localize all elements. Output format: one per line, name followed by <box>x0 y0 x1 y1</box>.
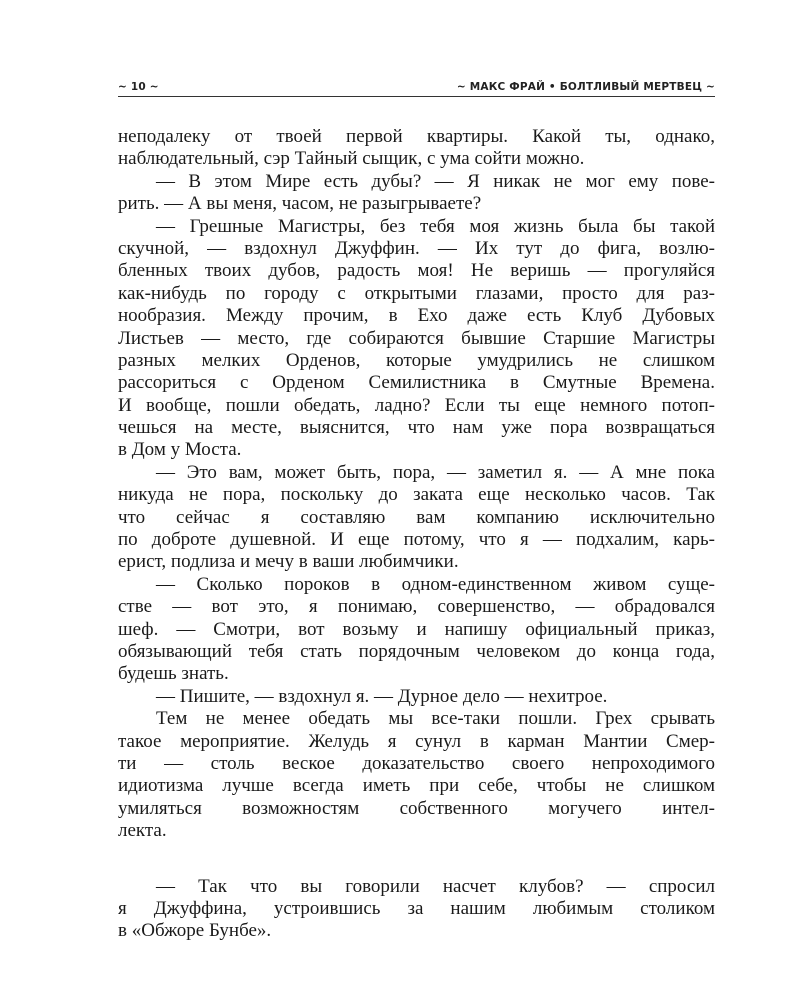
text-line: ти — столь веское доказательство своего непроходимого <box>118 752 715 774</box>
text-line: Листьев — место, где собираются бывшие Старшие Магистры <box>118 327 715 349</box>
text-line: в «Обжоре Бунбе». <box>118 920 272 942</box>
text-line: шеф. — Смотри, вот возьму и напишу официальный приказ, <box>118 618 715 640</box>
text-line: Тем не менее обедать мы все-таки пошли. Грех срывать <box>156 708 715 730</box>
text-line: по доброте душевной. И еще потому, что я — подхалим, карь- <box>118 529 715 551</box>
text-line: нообразия. Между прочим, в Ехо даже есть Клуб Дубовых <box>118 305 715 327</box>
text-line: — Сколько пороков в одном-единственном живом суще- <box>156 573 715 595</box>
text-line: ерист, подлиза и мечу в ваши любимчики. <box>118 551 459 573</box>
running-header <box>118 78 715 100</box>
text-line: — Грешные Магистры, без тебя моя жизнь была бы такой <box>156 215 715 237</box>
text-line: стве — вот это, я понимаю, совершенство, — обрадовался <box>118 596 715 618</box>
text-line: бленных твоих дубов, радость моя! Не веришь — прогуляйся <box>118 260 715 282</box>
text-line: обязывающий тебя стать порядочным человеком до конца года, <box>118 640 715 662</box>
text-line: я Джуффина, устроившись за нашим любимым столиком <box>118 897 715 919</box>
page-number: ~ 10 ~ <box>118 81 159 93</box>
text-line: наблюдательный, сэр Тайный сыщик, с ума сойти можно. <box>118 148 585 170</box>
text-line: — Так что вы говорили насчет клубов? — спросил <box>156 875 715 897</box>
text-line: лекта. <box>118 820 167 842</box>
text-line: умиляться возможностям собственного могучего интел- <box>118 797 715 819</box>
text-line: чешься на месте, выяснится, что нам уже пора возвращаться <box>118 417 715 439</box>
text-line: — В этом Мире есть дубы? — Я никак не мог ему пове- <box>156 170 715 192</box>
text-line: неподалеку от твоей первой квартиры. Какой ты, однако, <box>118 126 715 147</box>
text-line: И вообще, пошли обедать, ладно? Если ты еще немного потоп- <box>118 394 715 416</box>
text-line: в Дом у Моста. <box>118 439 242 461</box>
header-rule <box>118 96 715 97</box>
text-line: что сейчас я составляю вам компанию исключительно <box>118 506 715 528</box>
text-line: такое мероприятие. Желудь я сунул в карман Мантии Смер- <box>118 730 715 752</box>
text-line: идиотизма лучше всегда иметь при себе, чтобы не слишком <box>118 775 715 797</box>
section-break <box>118 843 715 876</box>
text-line: рассориться с Орденом Семилистника в Смутные Времена. <box>118 372 715 394</box>
text-line: — Пишите, — вздохнул я. — Дурное дело — нехитрое. <box>156 685 608 707</box>
text-line: — Это вам, может быть, пора, — заметил я. — А мне пока <box>156 461 715 483</box>
text-line: будешь знать. <box>118 663 229 685</box>
text-line: никуда не пора, поскольку до заката еще несколько часов. Так <box>118 484 715 506</box>
running-title: ~ МАКС ФРАЙ • БОЛТЛИВЫЙ МЕРТВЕЦ ~ <box>456 81 715 93</box>
text-line: рить. — А вы меня, часом, не разыгрываете? <box>118 193 482 215</box>
text-line: разных мелких Орденов, которые умудрились не слишком <box>118 349 715 371</box>
text-line: как-нибудь по городу с открытыми глазами, просто для раз- <box>118 282 715 304</box>
text-line: скучной, — вздохнул Джуффин. — Их тут до фига, возлю- <box>118 237 715 259</box>
body-text <box>118 126 715 943</box>
